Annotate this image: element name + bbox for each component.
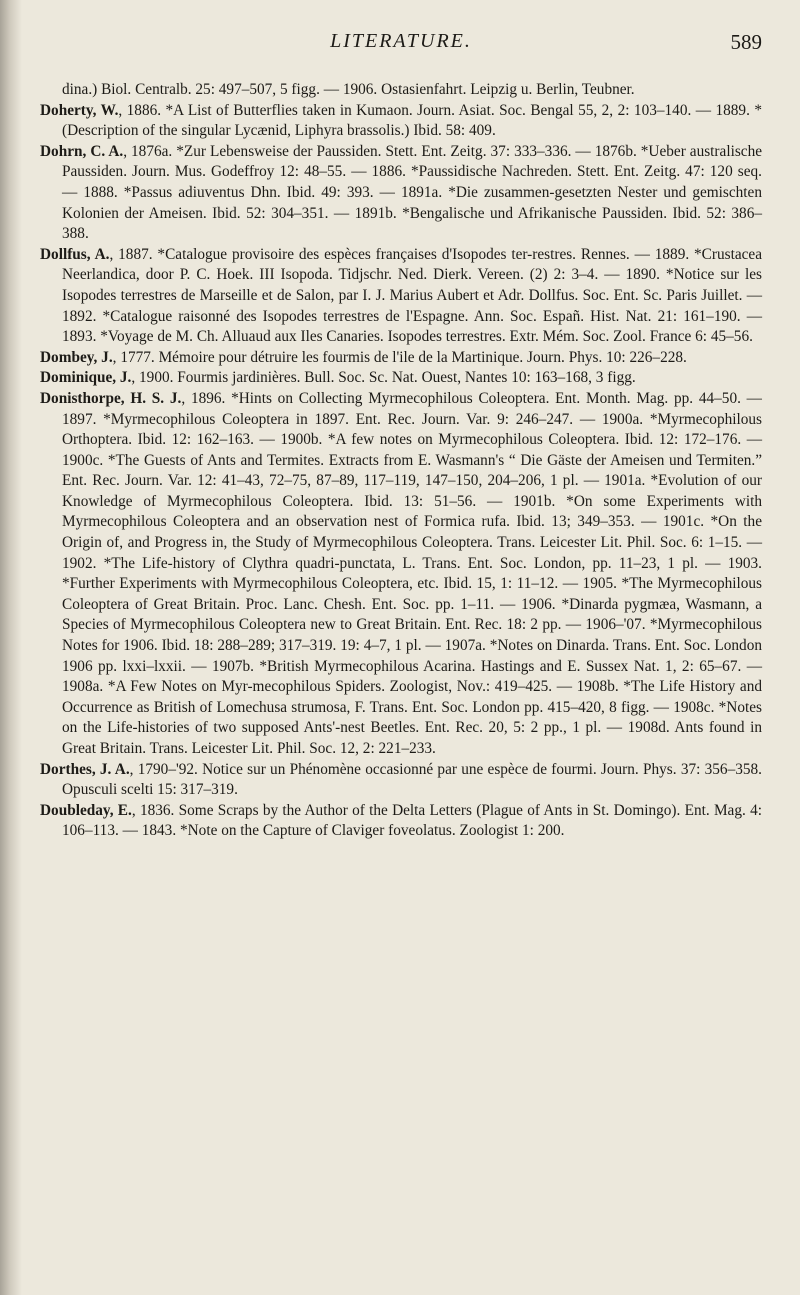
entry-text: , 1900. Fourmis jardinières. Bull. Soc. Sc. Nat. Ouest, Nantes 10: 163–168, 3 figg. bbox=[131, 369, 636, 387]
entry-text: , 1887. *Catalogue provisoire des espèces françaises d'Isopodes ter-restres. Rennes. — 1889. *Crustacea Neerlandica, door P. C. Hoek. III Isopoda. Tidjschr. Ned. Dierk. Vereen. (2) 2: 3–4. — 1890. *Notice sur les Isopodes terrestres de Marseille et de Salon, par I. J. Marius Aubert et Adr. Dollfus. Soc. Ent. Sc. Paris Juillet. — 1892. *Catalogue raisonné des Isopodes terrestres de l'Espagne. Ann. Soc. Españ. Hist. Nat. 21: 161–190. — 1893. *Voyage de M. Ch. Alluaud aux Iles Canaries. Isopodes terrestres. Extr. Mém. Soc. Zool. France 6: 45–56. bbox=[62, 245, 762, 346]
bibliography-entry bbox=[40, 142, 762, 245]
bibliography-list bbox=[40, 80, 762, 842]
entry-author: Dombey, J. bbox=[40, 348, 113, 366]
entry-text: , 1836. Some Scraps by the Author of the Delta Letters (Plague of Ants in St. Domingo). Ent. Mag. 4: 106–113. — 1843. *Note on the Capture of Claviger foveolatus. Zoologist 1: 200. bbox=[62, 801, 762, 840]
bibliography-entry bbox=[40, 348, 762, 369]
entry-author: Dohrn, C. A. bbox=[40, 142, 124, 160]
entry-author: Doubleday, E. bbox=[40, 801, 132, 819]
entry-text: , 1777. Mémoire pour détruire les fourmis de l'ile de la Martinique. Journ. Phys. 10: 226–228. bbox=[112, 348, 687, 366]
bibliography-entry bbox=[40, 801, 762, 842]
entry-author: Dorthes, J. A. bbox=[40, 760, 130, 778]
binding-gutter-shadow bbox=[0, 0, 22, 1295]
entry-text: , 1896. *Hints on Collecting Myrmecophilous Coleoptera. Ent. Month. Mag. pp. 44–50. — 1897. *Myrmecophilous Coleoptera in 1897. Ent. Rec. Journ. Var. 9: 246–247. — 1900a. *Myrmecophilous Orthoptera. Ibid. 12: 162–163. — 1900b. *A few notes on Myrmecophilous Coleoptera. Ibid. 12: 172–176. — 1900c. *The Guests of Ants and Termites. Extracts from E. Wasmann's “ Die Gäste der Ameisen und Termiten.” Ent. Rec. Journ. Var. 12: 41–43, 72–75, 87–89, 117–119, 147–150, 204–206, 1 pl. — 1901a. *Evolution of our Knowledge of Myrmecophilous Coleoptera. Ibid. 13: 51–56. — 1901b. *On some Experiments with Myrmecophilous Coleoptera and an observation nest of Formica rufa. Ibid. 13; 349–353. — 1901c. *On the Origin of, and Progress in, the Study of Myrmecophilous Coleoptera. Trans. Leicester Lit. Phil. Soc. 6: 1–15. — 1902. *The Life-history of Clythra quadri-punctata, L. Trans. Ent. Soc. London, pp. 11–23, 1 pl. — 1903. *Further Experiments with Myrmecophilous Coleoptera, etc. Ibid. 15, 1: 11–12. — 1905. *The Myrmecophilous Coleoptera of Great Britain. Proc. Lanc. Chesh. Ent. Soc. pp. 1–11. — 1906. *Dinarda pygmæa, Wasmann, a Species of Myrmecophilous Coleoptera new to Great Britain. Ent. Rec. 18: 2 pp. — 1906–'07. *Myrmecophilous Notes for 1906. Ibid. 18: 288–289; 317–319. 19: 4–7, 1 pl. — 1907a. *Notes on Dinarda. Trans. Ent. Soc. London 1906 pp. lxxi–lxxii. — 1907b. *British Myrmecophilous Acarina. Hastings and E. Sussex Nat. 1, 2: 65–67. — 1908a. *A Few Notes on Myr-mecophilous Spiders. Zoologist, Nov.: 419–425. — 1908b. *The Life History and Occurrence as British of Lomechusa strumosa, F. Trans. Ent. Soc. London pp. 415–420, 8 figg. — 1908c. *Notes on the Life-histories of two supposed Ants'-nest Beetles. Ent. Rec. 20, 5: 2 pp., 1 pl. — 1908d. Ants found in Great Britain. Trans. Leicester Lit. Phil. Soc. 12, 2: 221–233. bbox=[62, 389, 762, 757]
entry-author: Donisthorpe, H. S. J. bbox=[40, 389, 182, 407]
running-head: LITERATURE. bbox=[330, 30, 472, 52]
entry-author: Doherty, W. bbox=[40, 101, 119, 119]
entry-author: Dollfus, A. bbox=[40, 245, 110, 263]
page-number: 589 bbox=[730, 30, 762, 54]
bibliography-entry-continuation bbox=[40, 80, 762, 101]
bibliography-entry bbox=[40, 760, 762, 801]
book-page bbox=[40, 30, 762, 842]
entry-text: , 1886. *A List of Butterflies taken in Kumaon. Journ. Asiat. Soc. Bengal 55, 2, 2: 103–140. — 1889. *(Description of the singular Lycænid, Liphyra brassolis.) Ibid. 58: 409. bbox=[62, 101, 762, 140]
bibliography-entry bbox=[40, 368, 762, 389]
entry-text: , 1876a. *Zur Lebensweise der Paussiden. Stett. Ent. Zeitg. 37: 333–336. — 1876b. *Ueber australische Paussiden. Journ. Mus. Godeffroy 12: 48–55. — 1886. *Paussidische Nachreden. Stett. Ent. Zeitg. 47: 120 seq. — 1888. *Passus adiuventus Dhn. Ibid. 49: 393. — 1891a. *Die zusammen-gesetzten Nester und gemischten Kolonien der Ameisen. Ibid. 52: 304–351. — 1891b. *Bengalische und Afrikanische Paussiden. Ibid. 52: 386–388. bbox=[62, 142, 763, 243]
page-header bbox=[40, 30, 762, 64]
entry-text: , 1790–'92. Notice sur un Phénomène occasionné par une espèce de fourmi. Journ. Phys. 37: 356–358. Opusculi scelti 15: 317–319. bbox=[62, 760, 762, 799]
entry-text: dina.) Biol. Centralb. 25: 497–507, 5 figg. — 1906. Ostasienfahrt. Leipzig u. Berlin, Teubner. bbox=[62, 81, 635, 98]
entry-author: Dominique, J. bbox=[40, 369, 132, 387]
bibliography-entry bbox=[40, 101, 762, 142]
bibliography-entry bbox=[40, 245, 762, 348]
bibliography-entry bbox=[40, 389, 762, 760]
